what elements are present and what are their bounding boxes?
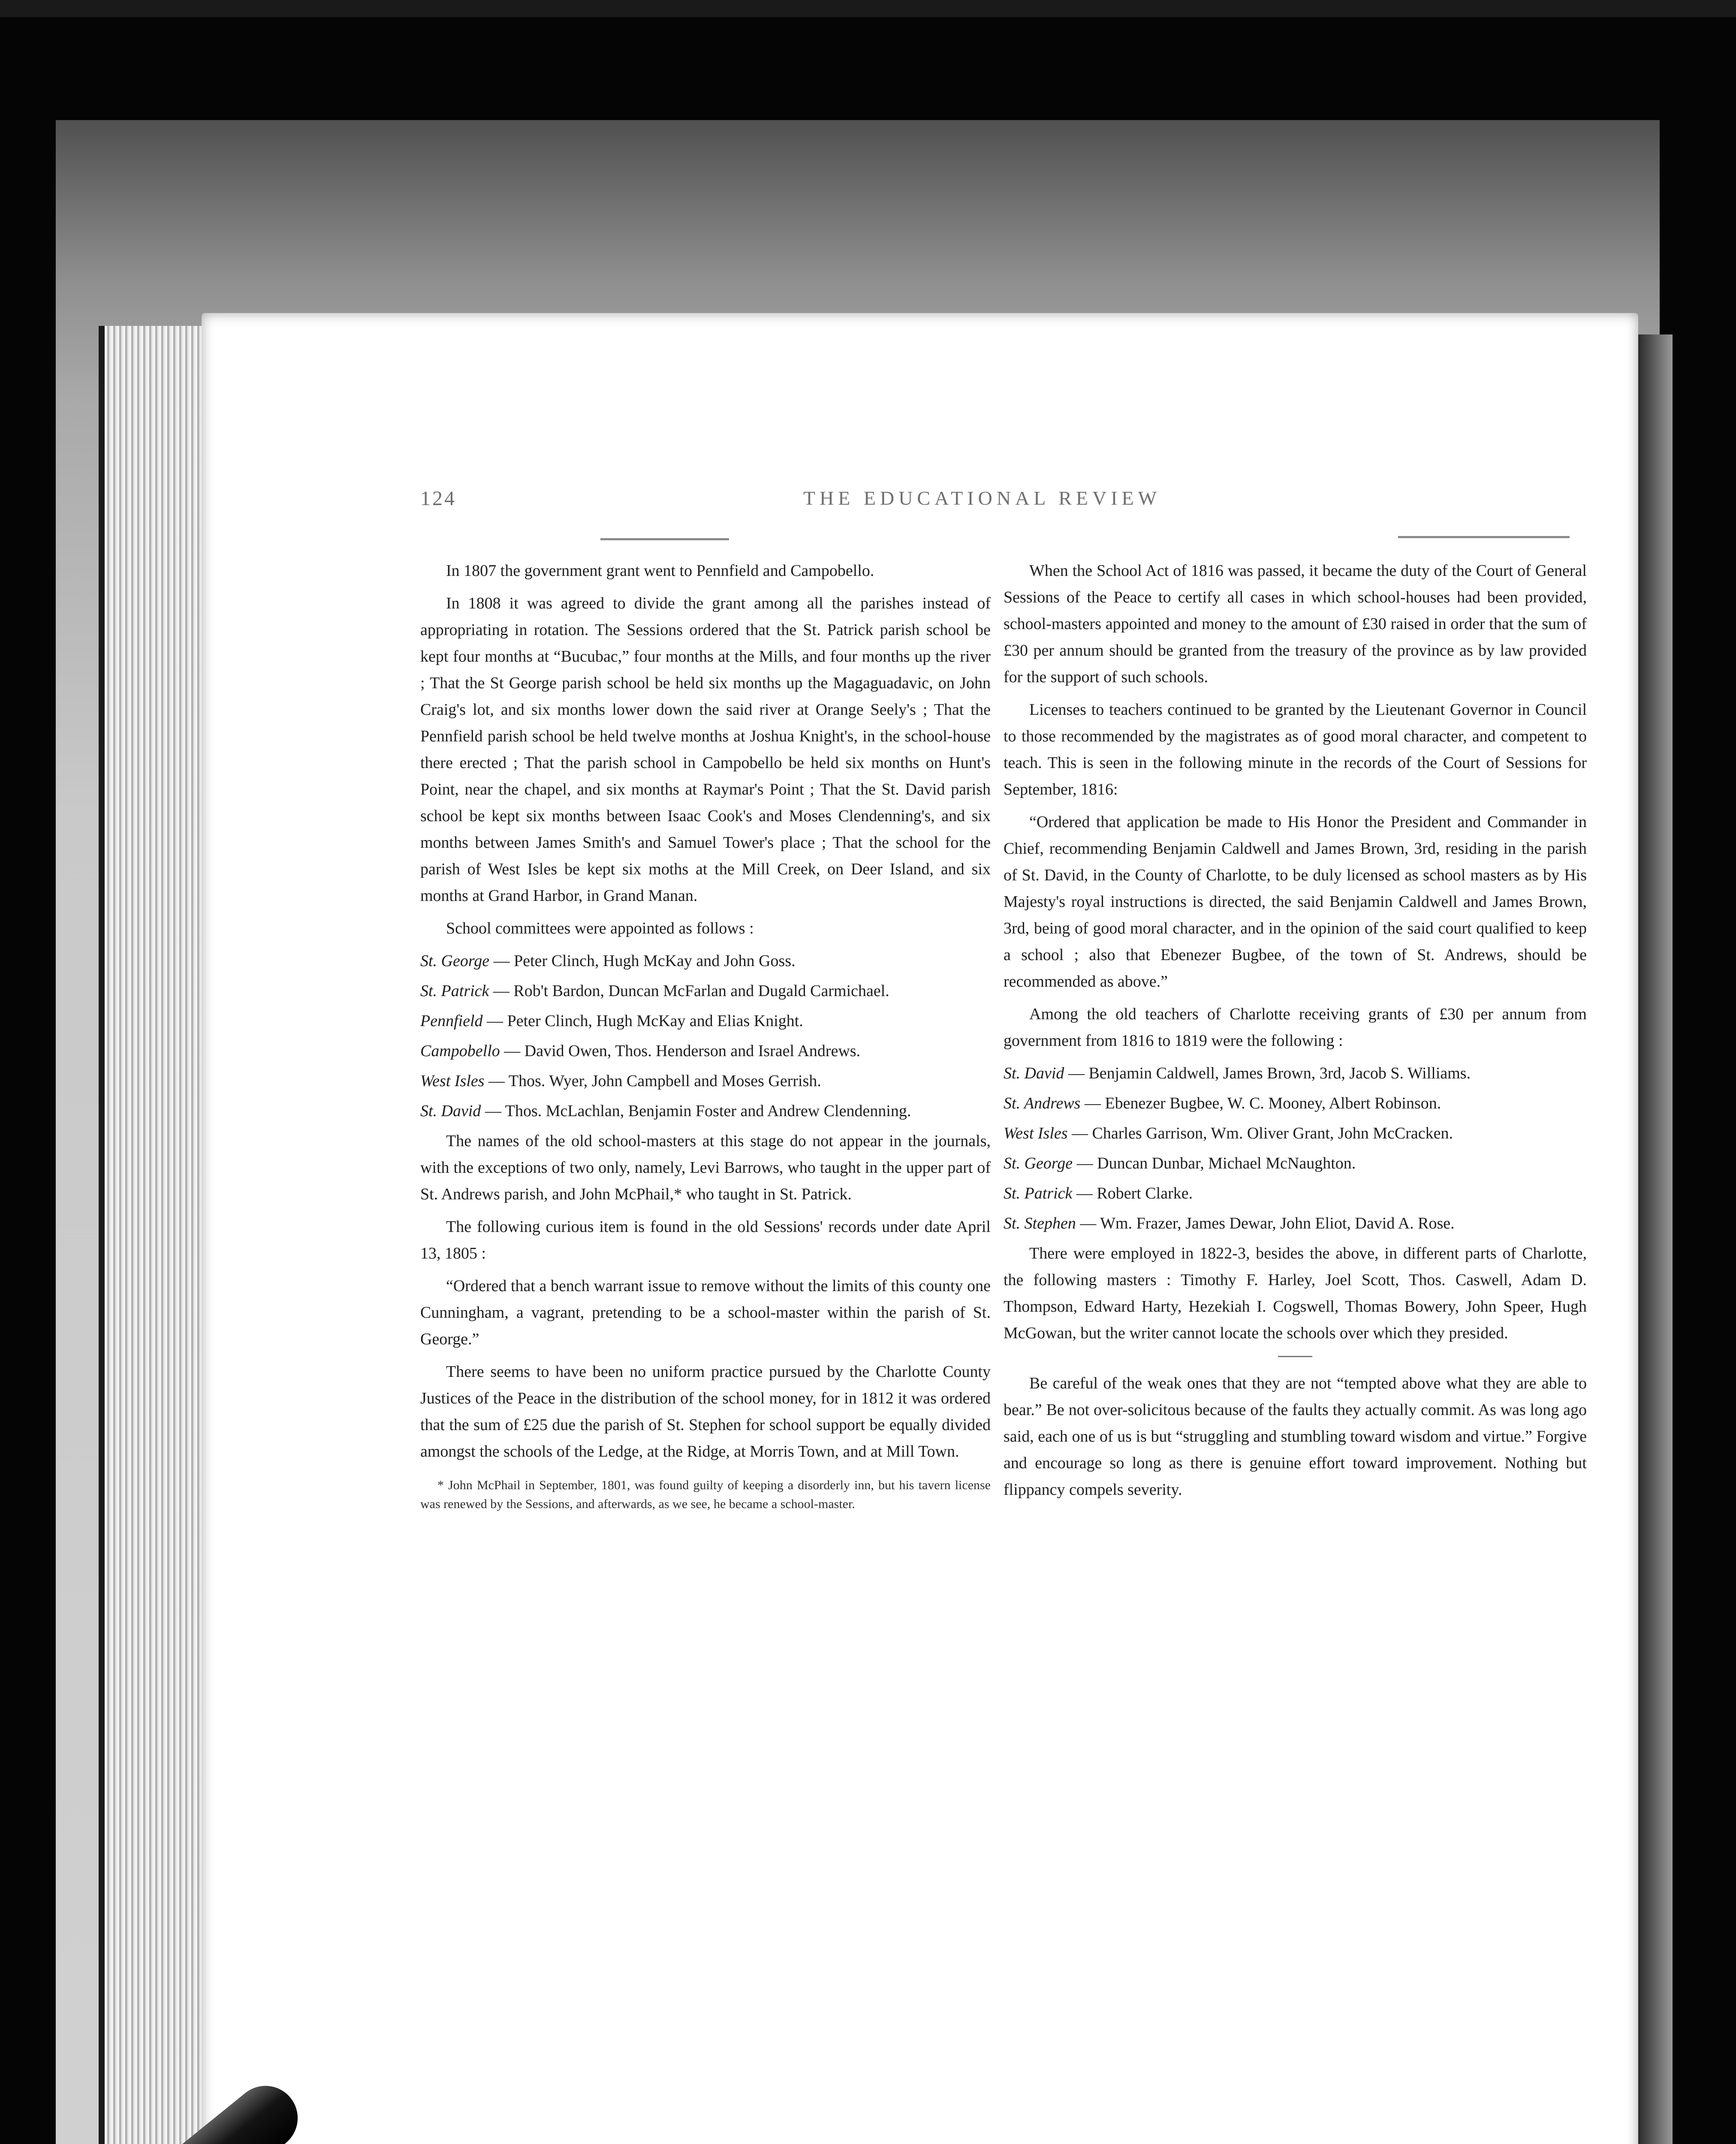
left-column (420, 557, 991, 2144)
committee-entry: St. George — Peter Clinch, Hugh McKay and John Goss. (420, 952, 796, 970)
paragraph: There were employed in 1822-3, besides the above, in different parts of Charlotte, the following masters : Timothy F. Harley, Joel Scott, Thos. Caswell, Adam D. Thompson, Edward Harty, Hezekiah I. Cogswell, Thomas Bowery, John Speer, Hugh McGowan, but the writer cannot locate the schools over which they presided. (1004, 1244, 1587, 1342)
committee-parish: St. Patrick (420, 982, 489, 1000)
committee-entry: West Isles — Thos. Wyer, John Campbell and Moses Gerrish. (420, 1072, 821, 1090)
teacher-entry: St. George — Duncan Dunbar, Michael McNaughton. (1004, 1154, 1356, 1172)
teacher-entry: West Isles — Charles Garrison, Wm. Oliver Grant, John McCracken. (1004, 1124, 1453, 1142)
section-separator (1278, 1356, 1312, 1357)
teacher-names: Duncan Dunbar, Michael McNaughton. (1097, 1154, 1356, 1172)
quoted-order: “Ordered that a bench warrant issue to remove without the limits of this county one Cunningham, a vagrant, pretending to be a school-master within the parish of St. George.” (420, 1277, 991, 1348)
footnote: * John McPhail in September, 1801, was found guilty of keeping a disorderly inn, but his tavern license was renewed by the Sessions, and afterwards, as we see, he became a school-master. (420, 1478, 991, 1511)
teacher-names: Benjamin Caldwell, James Brown, 3rd, Jacob S. Williams. (1088, 1064, 1471, 1082)
teacher-entry: St. Andrews — Ebenezer Bugbee, W. C. Mooney, Albert Robinson. (1004, 1094, 1441, 1112)
committee-entry: St. David — Thos. McLachlan, Benjamin Foster and Andrew Clendenning. (420, 1102, 911, 1120)
header-rule-left (600, 538, 729, 540)
teacher-parish: St. Andrews (1004, 1094, 1081, 1112)
committee-entry: Pennfield — Peter Clinch, Hugh McKay and Elias Knight. (420, 1012, 803, 1030)
paragraph: There seems to have been no uniform practice pursued by the Charlotte County Justices of the Peace in the distribution of the school money, for in 1812 it was ordered that the sum of £25 due the parish of St. Stephen for school support be equally divided amongst the schools of the Ledge, at the Ridge, at Morris Town, and at Mill Town. (420, 1363, 991, 1460)
page-number: 124 (420, 487, 456, 510)
teacher-names: Robert Clarke. (1097, 1184, 1193, 1202)
committee-members: Peter Clinch, Hugh McKay and John Goss. (514, 952, 796, 970)
paragraph: Be careful of the weak ones that they are not “tempted above what they are able to bear.” Be not over-solicitous because of the faults they actually commit. As was long ago said, each one of us is but “struggling and stumbling toward wisdom and virtue.” Forgive and encourage so long as there is genuine effort toward improvement. Nothing but flippancy compels severity. (1004, 1374, 1587, 1499)
teacher-names: Charles Garrison, Wm. Oliver Grant, John McCracken. (1092, 1124, 1453, 1142)
teacher-parish: St. Stephen (1004, 1214, 1076, 1232)
book-page-edges (99, 326, 203, 2144)
committee-members: Thos. Wyer, John Campbell and Moses Gerrish. (508, 1072, 821, 1090)
teacher-parish: West Isles (1004, 1124, 1068, 1142)
paragraph: When the School Act of 1816 was passed, it became the duty of the Court of General Sessions of the Peace to certify all cases in which school-houses had been provided, school-masters appointed and money to the amount of £30 raised in order that the sum of £30 per annum should be granted from the treasury of the province as by law provided for the support of such schools. (1004, 562, 1587, 686)
committee-members: Thos. McLachlan, Benjamin Foster and Andrew Clendenning. (505, 1102, 911, 1120)
paragraph: Among the old teachers of Charlotte receiving grants of £30 per annum from government from 1816 to 1819 were the following : (1004, 1005, 1587, 1050)
committee-parish: West Isles (420, 1072, 485, 1090)
teacher-names: Wm. Frazer, James Dewar, John Eliot, David A. Rose. (1100, 1214, 1455, 1232)
paragraph: School committees were appointed as follows : (446, 919, 754, 937)
teacher-parish: St. George (1004, 1154, 1073, 1172)
teacher-entry: St. Stephen — Wm. Frazer, James Dewar, John Eliot, David A. Rose. (1004, 1214, 1455, 1232)
committee-members: Peter Clinch, Hugh McKay and Elias Knight. (507, 1012, 803, 1030)
committee-parish: Campobello (420, 1042, 500, 1060)
paragraph: Licenses to teachers continued to be granted by the Lieutenant Governor in Council to those recommended by the magistrates as of good moral character, and competent to teach. This is seen in the following minute in the records of the Court of Sessions for September, 1816: (1004, 701, 1587, 798)
right-column (1004, 557, 1587, 2144)
committee-parish: St. David (420, 1102, 481, 1120)
paragraph: In 1807 the government grant went to Pennfield and Campobello. (446, 562, 874, 580)
teacher-entry: St. Patrick — Robert Clarke. (1004, 1184, 1193, 1202)
committee-parish: St. George (420, 952, 490, 970)
gutter-shadow (1638, 334, 1673, 2144)
committee-entry: Campobello — David Owen, Thos. Henderson and Israel Andrews. (420, 1042, 861, 1060)
header-rule-right (1398, 536, 1570, 538)
teacher-parish: St. David (1004, 1064, 1064, 1082)
committee-members: David Owen, Thos. Henderson and Israel Andrews. (524, 1042, 861, 1060)
teacher-entry: St. David — Benjamin Caldwell, James Brown, 3rd, Jacob S. Williams. (1004, 1064, 1471, 1082)
committee-parish: Pennfield (420, 1012, 483, 1030)
teacher-names: Ebenezer Bugbee, W. C. Mooney, Albert Robinson. (1105, 1094, 1441, 1112)
running-title: THE EDUCATIONAL REVIEW (803, 487, 1161, 509)
paragraph: In 1808 it was agreed to divide the grant among all the parishes instead of appropriating in rotation. The Sessions ordered that the St. Patrick parish school be kept four months at “Bucubac,” four months at the Mills, and four months up the river ; That the St George parish school be held six months up the Magaguadavic, on John Craig's lot, and six months lower down the said river at Orange Seely's ; That the Pennfield parish school be held twelve months at Joshua Knight's, in the school-house there erected ; That the parish school in Campobello be held six months on Hunt's Point, near the chapel, and six months at Raymar's Point ; That the St. David parish school be kept six months between Isaac Cook's and Moses Clendenning's, and six months between James Smith's and Samuel Tower's place ; That the school for the parish of West Isles be kept six moths at the Mill Creek, on Deer Island, and six months at Grand Harbor, in Grand Manan. (420, 594, 991, 905)
committee-entry: St. Patrick — Rob't Bardon, Duncan McFarlan and Dugald Carmichael. (420, 982, 889, 1000)
paragraph: The names of the old school-masters at this stage do not appear in the journals, with the exceptions of two only, namely, Levi Barrows, who taught in the upper part of St. Andrews parish, and John McPhail,* who taught in St. Patrick. (420, 1132, 991, 1203)
teacher-parish: St. Patrick (1004, 1184, 1073, 1202)
film-border-top (0, 0, 1736, 17)
committee-members: Rob't Bardon, Duncan McFarlan and Dugald Carmichael. (513, 982, 889, 1000)
paragraph: The following curious item is found in the old Sessions' records under date April 13, 1805 : (420, 1218, 991, 1262)
quoted-order: “Ordered that application be made to His Honor the President and Commander in Chief, recommending Benjamin Caldwell and James Brown, 3rd, residing in the parish of St. David, in the County of Charlotte, to be duly licensed as school masters as by His Majesty's royal instructions is directed, the said Benjamin Caldwell and James Brown, 3rd, being of good moral character, and in the opinion of the said court qualified to keep a school ; also that Ebenezer Bugbee, of the town of St. Andrews, should be recommended as above.” (1004, 813, 1587, 991)
